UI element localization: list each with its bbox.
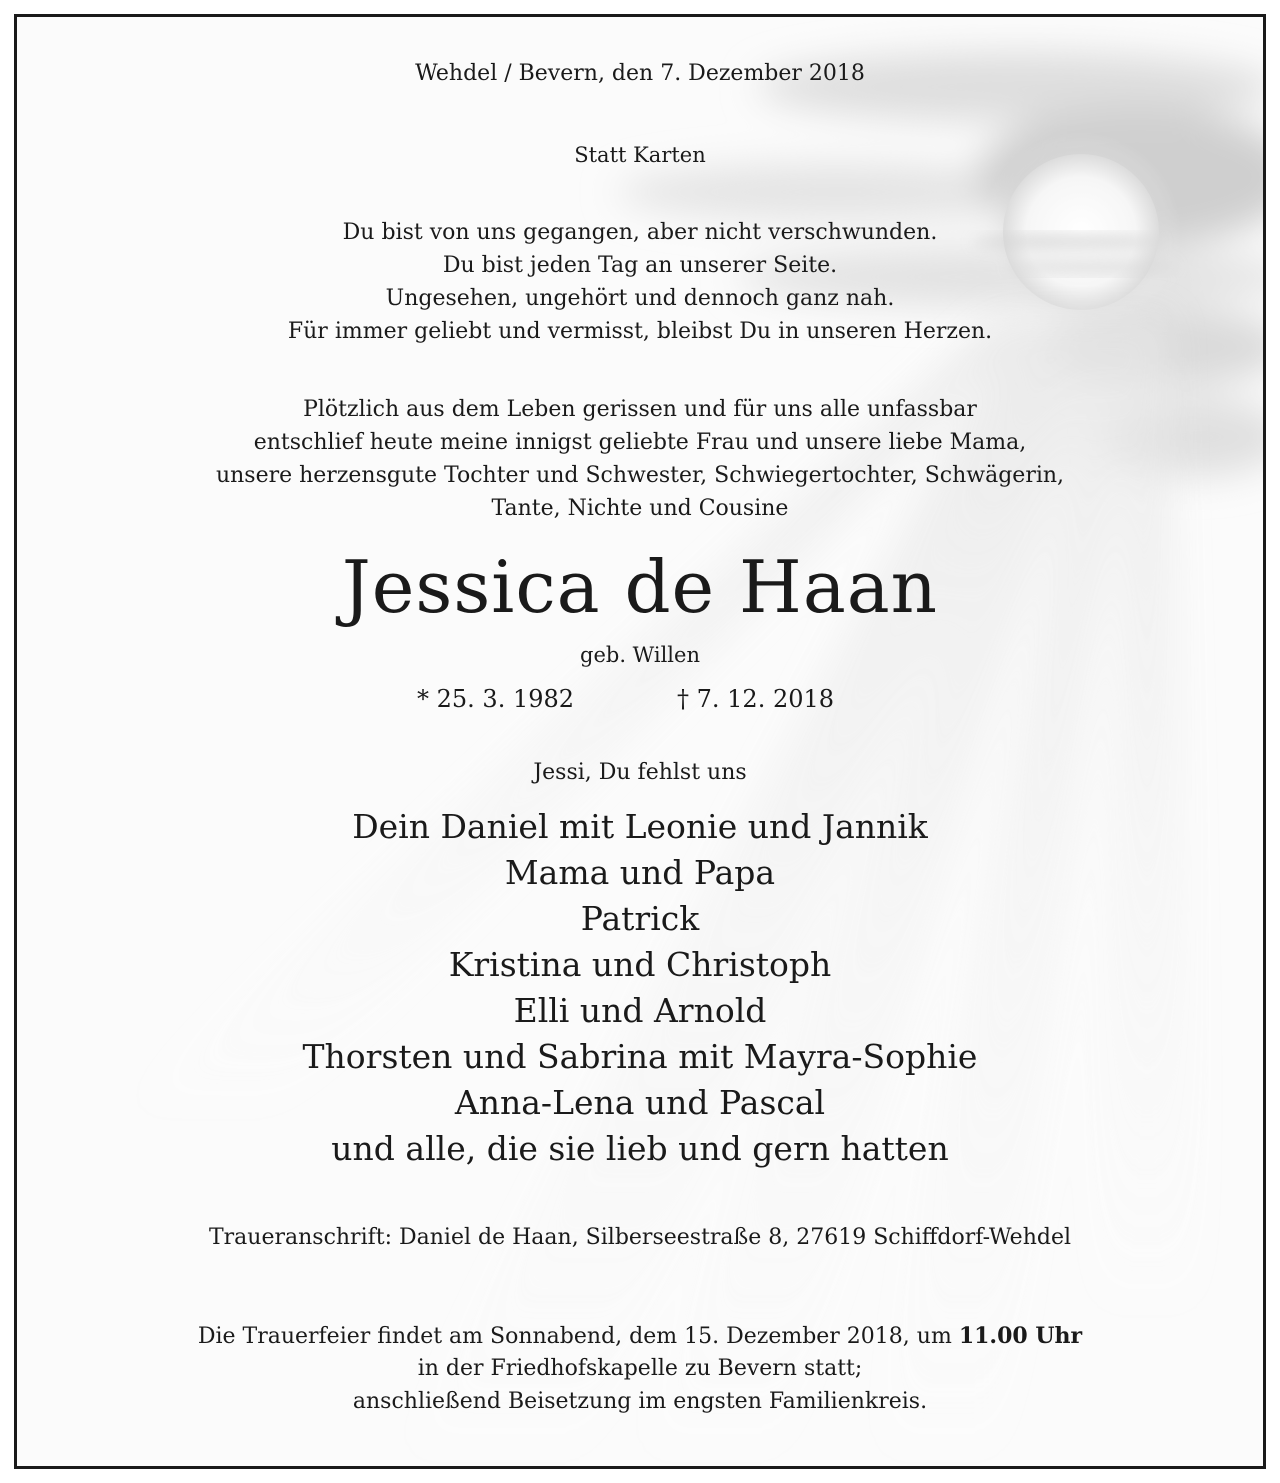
notice-text [17, 17, 1263, 1466]
announcement-line: entschlief heute meine innigst geliebte Frau und unsere liebe Mama, [253, 430, 1027, 455]
place-date: Wehdel / Bevern, den 7. Dezember 2018 [415, 61, 865, 86]
mourner-line: Thorsten und Sabrina mit Mayra-Sophie [302, 1037, 978, 1076]
mourner-line: Kristina und Christoph [448, 945, 832, 984]
service-line-2: in der Friedhofskapelle zu Bevern statt; [417, 1356, 863, 1381]
deceased-name: Jessica de Haan [341, 545, 939, 629]
statt-karten: Statt Karten [574, 143, 706, 167]
service-line-3: anschließend Beisetzung im engsten Familienkreis. [352, 1389, 928, 1414]
poem-line: Du bist jeden Tag an unserer Seite. [442, 253, 838, 278]
service-date-text: Die Trauerfeier findet am Sonnabend, dem 15. Dezember 2018, um [197, 1324, 959, 1349]
mourner-line: Anna-Lena und Pascal [454, 1083, 826, 1122]
dedication: Jessi, Du fehlst uns [533, 760, 747, 785]
poem-line: Für immer geliebt und vermisst, bleibst Du in unseren Herzen. [287, 319, 993, 344]
birth-name: geb. Willen [580, 643, 700, 667]
poem-line: Du bist von uns gegangen, aber nicht verschwunden. [342, 220, 938, 245]
birth-date: * 25. 3. 1982 [417, 685, 575, 713]
announcement-line: unsere herzensgute Tochter und Schwester, Schwiegertochter, Schwägerin, [215, 463, 1065, 488]
service-line-1 [17, 1323, 1263, 1349]
mourner-line: Patrick [580, 899, 700, 938]
mourner-line: Mama und Papa [504, 853, 776, 892]
mourner-line: und alle, die sie lieb und gern hatten [331, 1129, 949, 1168]
announcement-line: Tante, Nichte und Cousine [491, 496, 789, 521]
mourning-address: Traueranschrift: Daniel de Haan, Silberseestraße 8, 27619 Schiffdorf-Wehdel [208, 1225, 1072, 1250]
obituary-notice [14, 14, 1266, 1469]
death-date: † 7. 12. 2018 [677, 685, 835, 713]
mourner-line: Dein Daniel mit Leonie und Jannik [352, 807, 928, 846]
mourner-line: Elli und Arnold [513, 991, 767, 1030]
poem-line: Ungesehen, ungehört und dennoch ganz nah. [385, 286, 895, 311]
service-time: 11.00 Uhr [958, 1323, 1083, 1349]
announcement-line: Plötzlich aus dem Leben gerissen und für uns alle unfassbar [303, 397, 977, 422]
